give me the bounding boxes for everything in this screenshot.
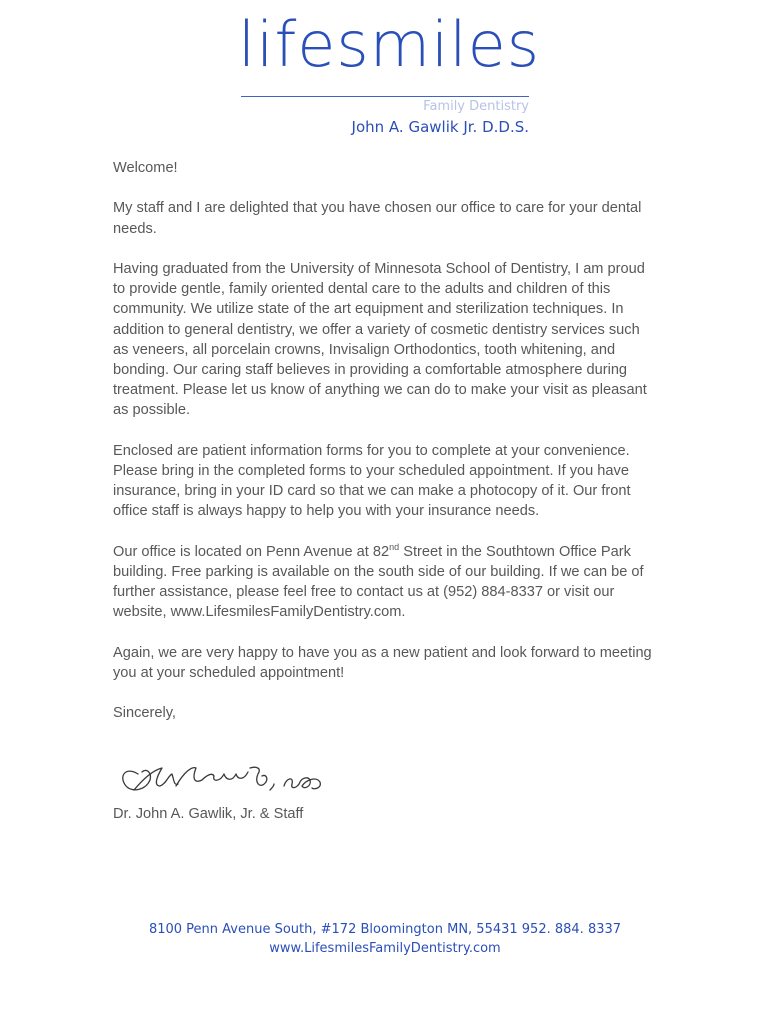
paragraph-about: Having graduated from the University of Minnesota School of Dentistry, I am proud to provide gentle, family oriented dental care to the adults and children of this community. We utilize state of the art equipment and sterilization techniques. In addition to general dentistry, we offer a variety of cosmetic dentistry services such as veneers, all porcelain crowns, Invisalign Orthodontics, tooth whitening, and bonding. Our caring staff believes in providing a comfortable atmosphere during treatment. Please let us know of anything we can do to make your visit as pleasant as possible. [113,260,647,419]
location-text-end: Street in the Southtown Office Park building. Free parking is available on the south side of our building. If we can be of further assistance, please feel free to contact us at (952) 884-8337 or visit our website, www.LifesmilesFamilyDentistry.com. [113,543,644,621]
paragraph-closing: Again, we are very happy to have you as a new patient and look forward to meeting you at your scheduled appointment! [113,644,652,681]
footer [0,920,770,958]
practice-logo: lifesmiles [238,8,541,81]
closing-salutation: Sincerely, [113,705,176,722]
paragraph-location [113,542,658,623]
greeting: Welcome! [113,160,178,176]
letterhead [0,0,770,140]
location-text-start: Our office is located on Penn Avenue at 82 [113,543,390,560]
footer-address: 8100 Penn Avenue South, #172 Bloomington MN, 55431 952. 884. 8337 [148,922,622,937]
letter-body [113,158,658,744]
footer-website: www.LifesmilesFamilyDentistry.com [269,941,501,956]
handwritten-signature [116,760,336,800]
logo-tagline: Family Dentistry [423,99,529,114]
ordinal-suffix: nd [389,541,400,552]
doctor-name: John A. Gawlik Jr. D.D.S. [351,118,529,136]
logo-underline [241,96,529,97]
paragraph-intro: My staff and I are delighted that you have chosen our office to care for your dental needs. [113,200,642,237]
signoff-name: Dr. John A. Gawlik, Jr. & Staff [113,806,304,822]
paragraph-forms: Enclosed are patient information forms for you to complete at your convenience. Please bring in the completed forms to your scheduled appointment. If you have insurance, bring in your ID card so that we can make a photocopy of it. Our front office staff is always happy to help you with your insurance needs. [113,442,631,520]
